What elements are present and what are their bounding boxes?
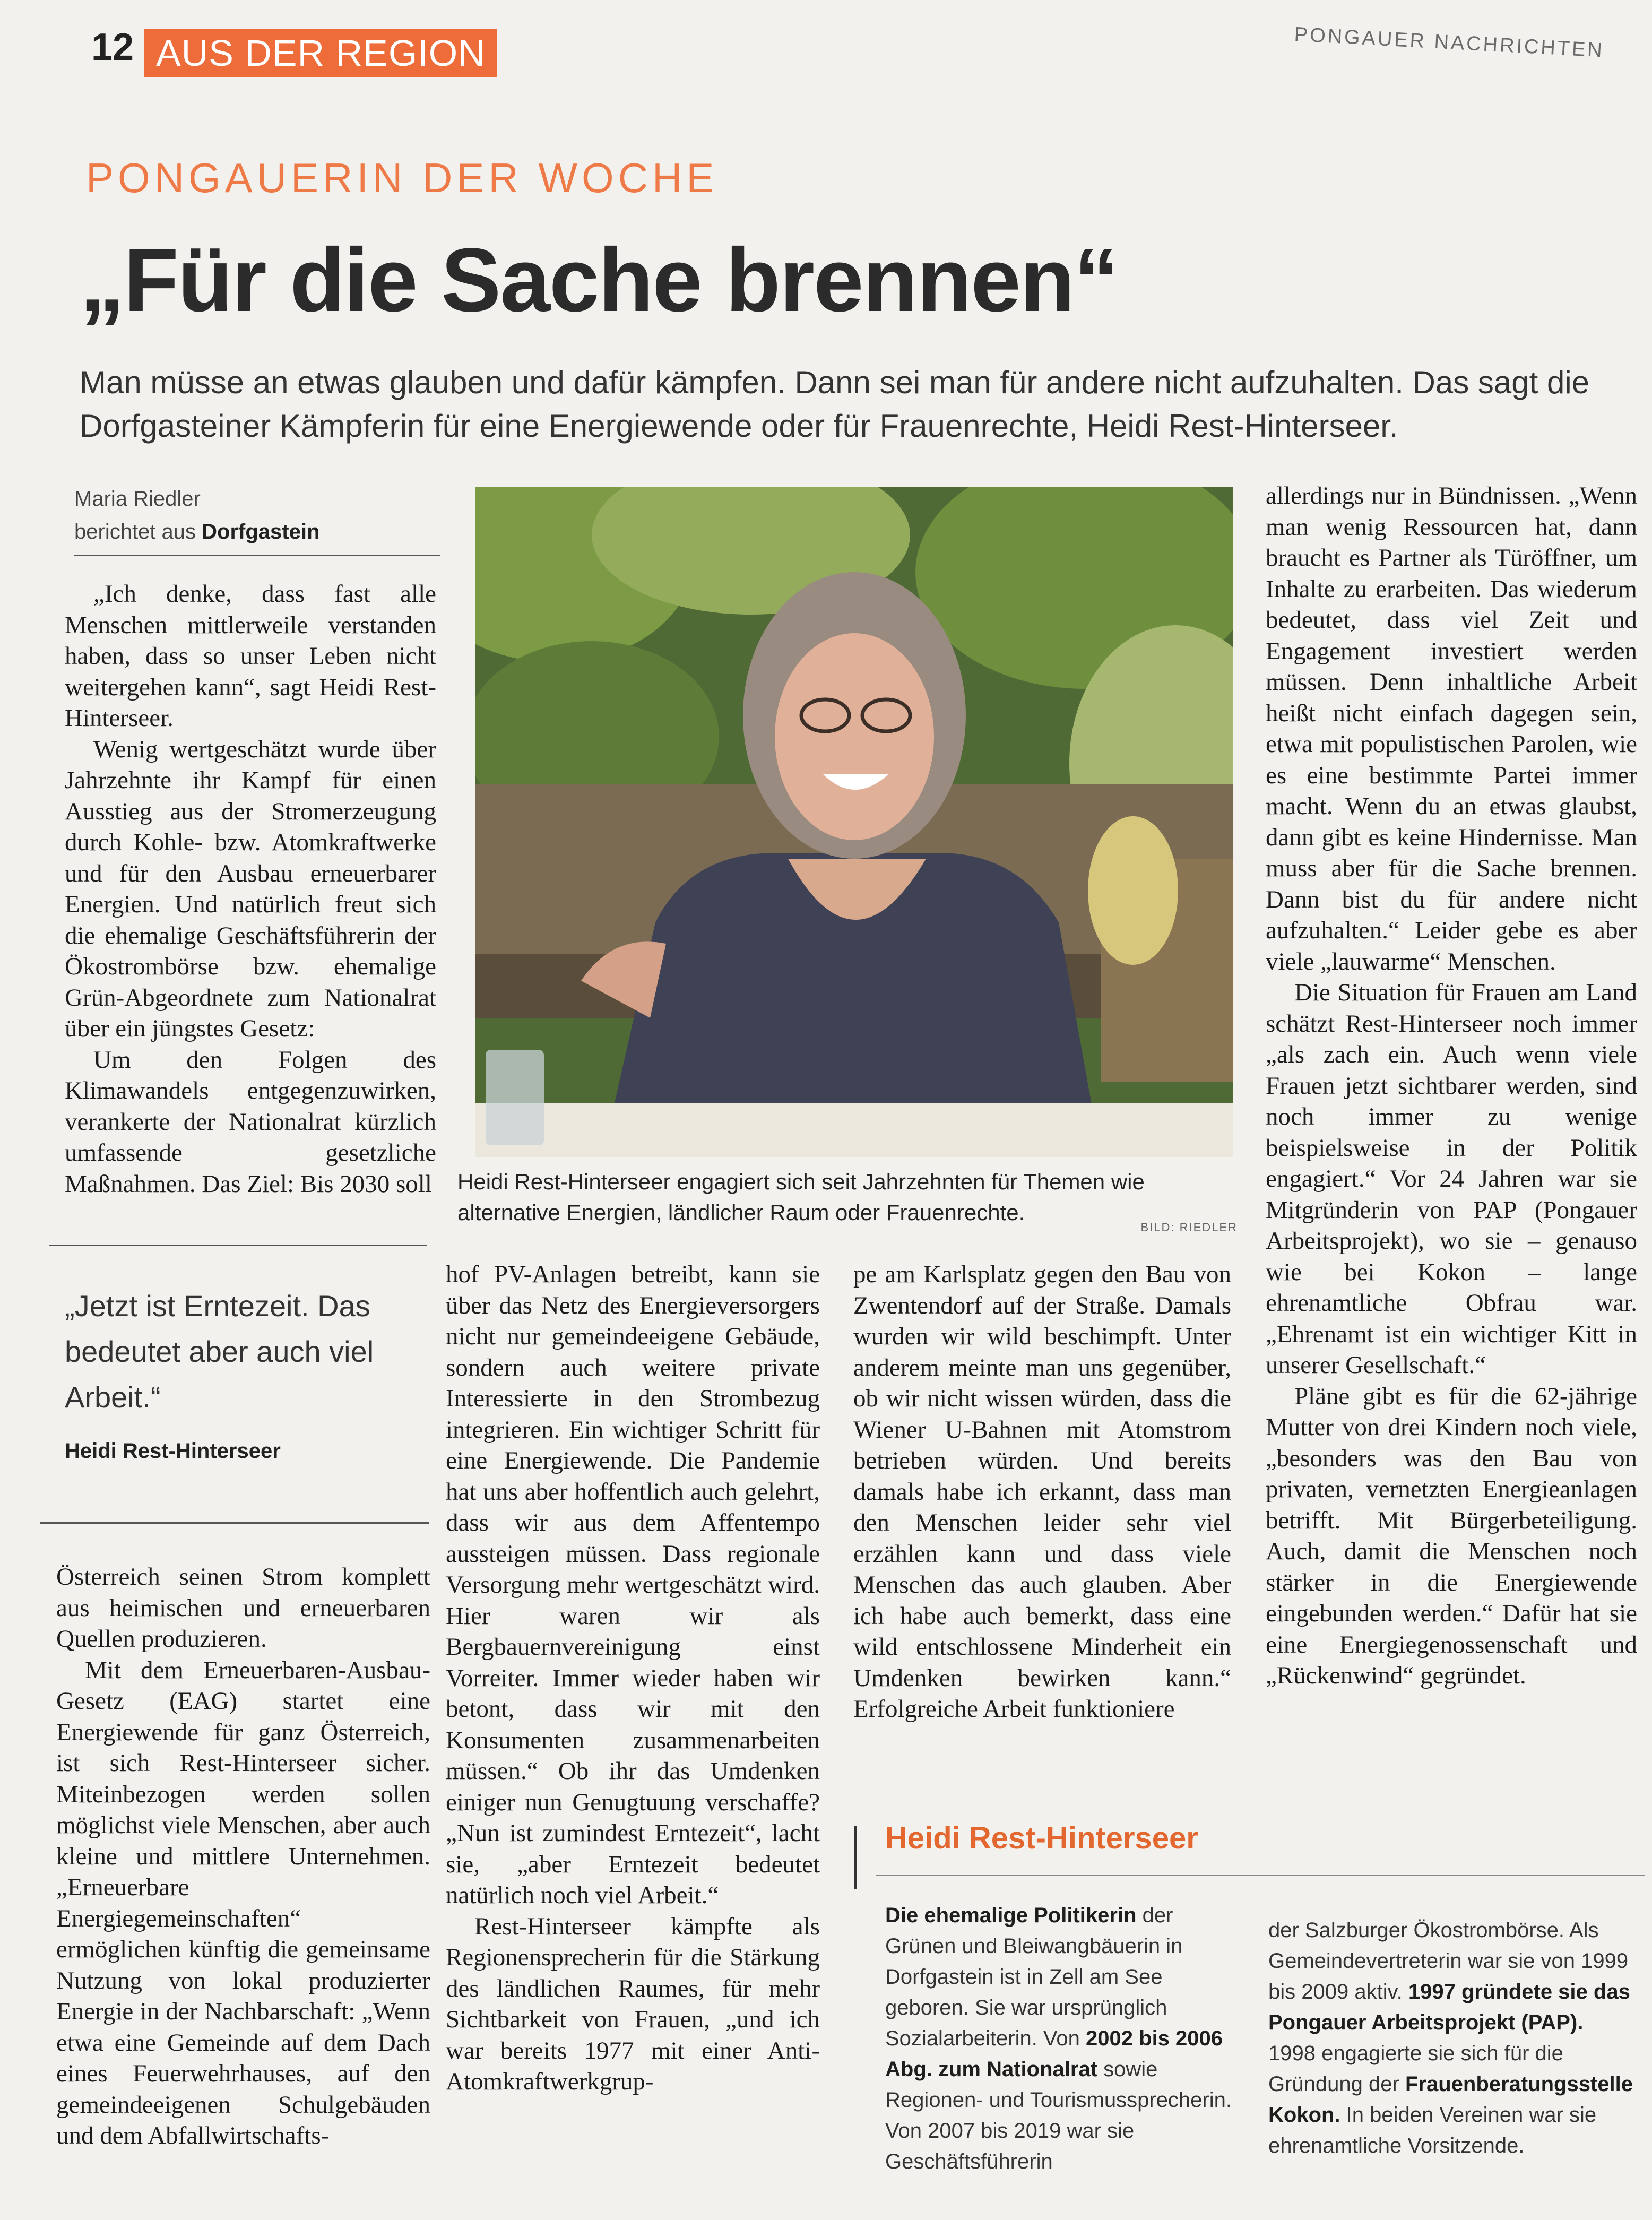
paragraph: Österreich seinen Strom komplett aus heimischen und erneuerbaren Quellen produzieren.: [56, 1563, 430, 1653]
column-2: [446, 1259, 820, 2097]
byline-prefix: berichtet aus: [74, 520, 196, 543]
photo-illustration: [475, 487, 1233, 1157]
byline: [74, 520, 319, 544]
publication-name: PONGAUER NACHRICHTEN: [1293, 23, 1605, 62]
paragraph: hof PV-Anlagen betreibt, kann sie über das Netz des Energieversorgers nicht nur gemeindeeigene Gebäude, sondern auch weitere private Interessierte in den Strombezug integrieren. Ein wichtiger Schritt für eine Energiewende. Die Pandemie hat uns aber hoffentlich auch gelehrt, dass wir aus dem Affentempo aussteigen müssen. Dass regionale Versorgung mehr wertgeschätzt wird. Hier waren wir als Bergbauernvereinigung einst Vorreiter. Immer wieder haben wir betont, dass wir mit den Konsumenten zusammenarbeiten müssen.“ Ob ihr das Umdenken einiger nun Genugtuung verschaffe? „Nun ist zumindest Erntezeit“, lacht sie, „aber Erntezeit bedeutet natürlich noch viel Arbeit.“: [446, 1260, 820, 1909]
quote-bottom-rule: [40, 1522, 429, 1524]
bio-rule: [876, 1875, 1645, 1876]
portrait-photo: [475, 487, 1233, 1157]
bio-highlight: Die ehemalige Politikerin: [885, 1904, 1137, 1927]
headline: „Für die Sache brennen“: [80, 230, 1118, 331]
bio-text: der Salzburger Ökostrombörse. Als Gemeindevertreterin war sie von 1999 bis 2009 aktiv.: [1268, 1919, 1629, 2003]
photo-credit: BILD: RIEDLER: [1140, 1221, 1238, 1234]
bio-highlight: 2002 bis 2006 Abg. zum Nationalrat: [885, 2027, 1223, 2081]
paragraph: Mit dem Erneuerbaren-Ausbau-Gesetz (EAG) startet eine Energiewende für ganz Österreich, ist sich Rest-Hinterseer sicher. Miteinbezogen werden sollen möglichst viele Menschen, aber auch kleine und mittlere Unternehmen. „Erneuerbare Energiegemeinschaften“ ermöglichen künftig die gemeinsame Nutzung von lokal produzierter Energie in der Nachbarschaft: „Wenn etwa eine Gemeinde auf dem Dach eines Feuerwehrhauses, auf den gemeindeeigenen Schulgebäuden und dem Abfallwirtschafts-: [56, 1656, 430, 2149]
bio-column-2: [1268, 1915, 1634, 2161]
quote-top-rule: [49, 1245, 427, 1246]
pull-quote: „Jetzt ist Erntezeit. Das bedeutet aber auch viel Arbeit.“: [65, 1289, 374, 1414]
caption-text: Heidi Rest-Hinterseer engagiert sich seit Jahrzehnten für Themen wie alternative Energien, ländlicher Raum oder Frauenrechte.: [457, 1169, 1145, 1225]
column-1-top: [65, 578, 436, 1199]
bio-text: der Grünen und Bleiwangbäuerin in Dorfgastein ist in Zell am See geboren. Sie war ursprünglich Sozialarbeiterin. Von: [885, 1904, 1183, 2050]
column-3: [853, 1259, 1231, 1725]
paragraph: Pläne gibt es für die 62-jährige Mutter von drei Kindern noch viele, „besonders was den Bau von privaten, vernetzten Energieanlagen betrifft. Mit Bürgerbeteiligung. Auch, damit die Menschen noch stärker in die Energiewende eingebunden werden.“ Dafür hat sie eine Energiegenossenschaft und „Rückenwind“ gegründet.: [1266, 1382, 1637, 1689]
photo-caption: [457, 1167, 1238, 1243]
bio-highlight: 1997 gründete sie das Pongauer Arbeitsprojekt (PAP).: [1268, 1980, 1630, 2034]
paragraph: Wenig wertgeschätzt wurde über Jahrzehnte ihr Kampf für einen Ausstieg aus der Stromerzeugung durch Kohle- bzw. Atomkraftwerke und für den Ausbau erneuerbarer Energien. Und natürlich freut sich die ehemalige Geschäftsführerin der Ökostrombörse bzw. ehemalige Grün-Abgeordnete zum Nationalrat über ein jüngstes Gesetz:: [65, 735, 436, 1042]
bio-highlight: Frauenberatungsstelle Kokon.: [1268, 2072, 1633, 2127]
paragraph: Um den Folgen des Klimawandels entgegenzuwirken, verankerte der Nationalrat kürzlich umfassende gesetzliche Maßnahmen. Das Ziel: Bis 2030 soll: [65, 1046, 436, 1198]
byline-rule: [74, 555, 440, 556]
author-name: Maria Riedler: [74, 487, 201, 511]
paragraph: allerdings nur in Bündnissen. „Wenn man wenig Ressourcen hat, dann braucht es Partner als Türöffner, um Inhalte zu erarbeiten. Das wiederum bedeutet, dass viel Zeit und Engagement investiert werden müssen. Denn inhaltliche Arbeit heißt nicht einfach dagegen sein, etwa mit populistischen Parolen, wie es eine bestimmte Partei immer macht. Wenn du an etwas glaubst, dann gibt es keine Hindernisse. Man muss aber für die Sache brennen. Dann bist du für andere nicht aufzuhalten.“ Leider gebe es aber viele „lauwarme“ Menschen.: [1266, 482, 1637, 975]
bio-column-1: [885, 1900, 1246, 2177]
bio-text: In beiden Vereinen war sie ehrenamtliche Vorsitzende.: [1268, 2103, 1597, 2157]
bio-accent-bar: [854, 1826, 857, 1889]
byline-place: Dorfgastein: [202, 520, 320, 543]
paragraph: Die Situation für Frauen am Land schätzt Rest-Hinterseer noch immer „als zach ein. Auch wenn viele Frauen jetzt sichtbarer werden, sind noch immer zu wenige beispielsweise in der Politik engagiert.“ Vor 24 Jahren war sie Mitgründerin von PAP (Pongauer Arbeitsprojekt), wo sie – genauso wie bei Kokon – lange ehrenamtliche Obfrau war. „Ehrenamt ist ein wichtiger Kitt in unserer Gesellschaft.“: [1266, 979, 1637, 1379]
paragraph: pe am Karlsplatz gegen den Bau von Zwentendorf auf der Straße. Damals wurden wir wild beschimpft. Unter anderem meinte man uns gegenüber, ob wir nicht wissen würden, dass die Wiener U-Bahnen mit Atomstrom betrieben würden. Und bereits damals habe ich erkannt, dass man den Menschen leider sehr viel erzählen kann und dass viele Menschen das auch glauben. Aber ich habe auch bemerkt, dass eine wild entschlossene Minderheit ein Umdenken bewirken kann.“ Erfolgreiche Arbeit funktioniere: [853, 1260, 1231, 1723]
bio-title: Heidi Rest-Hinterseer: [885, 1821, 1198, 1855]
section-tag: AUS DER REGION: [144, 29, 497, 77]
column-4: [1266, 480, 1637, 1691]
paragraph: „Ich denke, dass fast alle Menschen mittlerweile verstanden haben, dass so unser Leben nicht weitergehen kann“, sagt Heidi Rest-Hinterseer.: [65, 580, 436, 732]
paragraph: Rest-Hinterseer kämpfte als Regionensprecherin für die Stärkung des ländlichen Raumes, für mehr Sichtbarkeit von Frauen, „und ich war bereits 1977 mit einer Anti-Atomkraftwerkgrup-: [446, 1912, 820, 2095]
bio-text: 1998 engagierte sie sich für die Gründung der: [1268, 2042, 1563, 2096]
kicker: PONGAUERIN DER WOCHE: [86, 154, 719, 201]
lead-paragraph: Man müsse an etwas glauben und dafür kämpfen. Dann sei man für andere nicht aufzuhalten. Das sagt die Dorfgasteiner Kämpferin für eine Energiewende oder für Frauenrechte, Heidi Rest-Hinterseer.: [80, 365, 1590, 444]
page-number: 12: [91, 26, 134, 68]
pull-quote-author: Heidi Rest-Hinterseer: [65, 1439, 281, 1463]
bio-text: sowie Regionen- und Tourismussprecherin. Von 2007 bis 2019 war sie Geschäftsführerin: [885, 2058, 1232, 2173]
column-1-bottom: [56, 1561, 430, 2152]
